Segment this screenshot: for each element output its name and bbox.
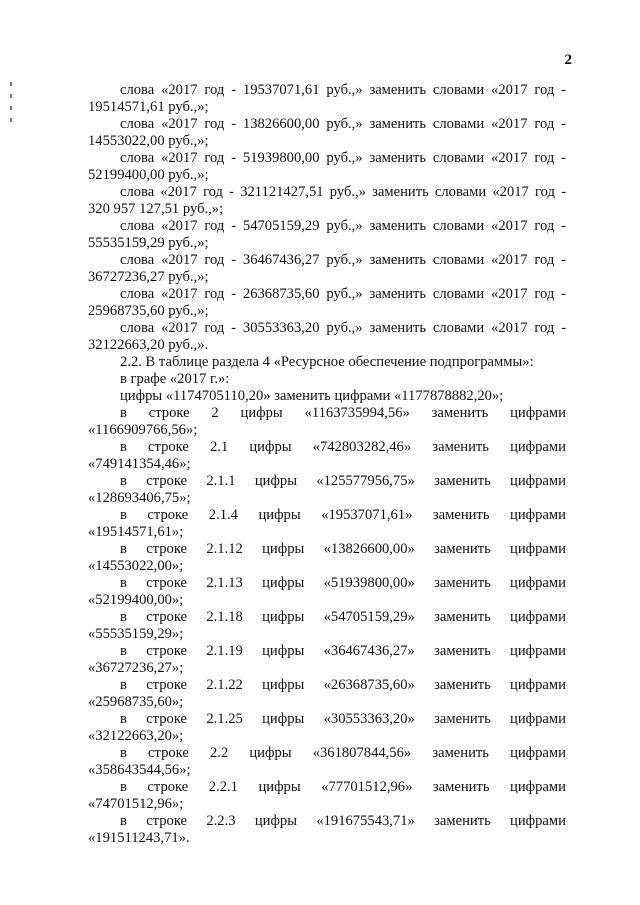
replacement-paragraph: слова «2017 год - 26368735,60 руб.,» заменить словами «2017 год - 25968735,60 руб.,»;	[88, 286, 566, 319]
binding-mark	[10, 94, 12, 98]
new-value: «74701512,96»;	[88, 796, 184, 812]
row-word: строке	[146, 643, 188, 659]
new-value: «749141354,46»;	[88, 456, 191, 472]
row-number: 2.1.13	[206, 575, 243, 591]
replace-word: заменить	[434, 575, 491, 591]
row-prefix: в	[120, 473, 127, 489]
replacement-paragraph: слова «2017 год - 321121427,51 руб.,» заменить словами «2017 год - 320 957 127,51 руб.,»;	[88, 184, 566, 217]
row-replacement	[88, 677, 566, 711]
replace-word: заменить	[434, 677, 491, 693]
replacement-paragraph: слова «2017 год - 36467436,27 руб.,» заменить словами «2017 год - 36727236,27 руб.,»;	[88, 252, 566, 285]
row-number: 2.1.19	[206, 643, 243, 659]
digits-word: цифры	[254, 473, 298, 489]
digits-word: цифры	[254, 813, 298, 829]
old-value: «361807844,56»	[312, 745, 412, 761]
row-prefix: в	[120, 711, 127, 727]
row-replacement-line	[88, 677, 566, 694]
digits-word: цифры	[249, 439, 292, 455]
old-value: «13826600,00»	[323, 541, 415, 557]
total-line: цифры «1174705110,20» заменить цифрами «1177878882,20»;	[120, 388, 504, 404]
row-number: 2.1.22	[206, 677, 243, 693]
with-word: цифрами	[510, 609, 566, 625]
old-value: «191675543,71»	[316, 813, 415, 829]
row-word: строке	[146, 677, 188, 693]
replacement-paragraph: слова «2017 год - 54705159,29 руб.,» заменить словами «2017 год - 55535159,29 руб.,»;	[88, 218, 566, 251]
row-replacement	[88, 711, 566, 745]
row-word: строке	[146, 711, 188, 727]
row-prefix: в	[120, 813, 127, 829]
row-replacement-line	[88, 439, 566, 456]
with-word: цифрами	[510, 677, 566, 693]
replace-word: заменить	[434, 643, 491, 659]
with-word: цифрами	[510, 779, 566, 795]
replace-word: заменить	[432, 439, 489, 455]
row-prefix: в	[120, 677, 127, 693]
row-word: строке	[148, 745, 189, 761]
binding-mark	[10, 82, 12, 86]
row-prefix: в	[120, 609, 127, 625]
digits-word: цифры	[262, 643, 305, 659]
old-value: «125577956,75»	[316, 473, 415, 489]
row-replacement	[88, 439, 566, 473]
row-replacement-line	[88, 643, 566, 660]
row-word: строке	[146, 541, 188, 557]
old-value: «51939800,00»	[323, 575, 415, 591]
row-replacement-line	[88, 711, 566, 728]
old-value: «30553363,20»	[323, 711, 415, 727]
document-body	[88, 82, 566, 847]
row-number: 2.1	[210, 439, 229, 455]
row-replacement	[88, 813, 566, 847]
row-word: строке	[147, 507, 189, 523]
row-prefix: в	[120, 541, 127, 557]
new-value: «128693406,75»;	[88, 490, 191, 506]
new-value: «32122663,20»;	[88, 728, 184, 744]
replacement-paragraph: слова «2017 год - 13826600,00 руб.,» заменить словами «2017 год - 14553022,00 руб.,»;	[88, 116, 566, 149]
replace-word: заменить	[434, 711, 491, 727]
row-replacement	[88, 745, 566, 779]
with-word: цифрами	[510, 813, 566, 829]
with-word: цифрами	[510, 745, 566, 761]
row-prefix: в	[120, 745, 127, 761]
row-prefix: в	[120, 439, 127, 455]
row-number: 2.1.25	[206, 711, 243, 727]
digits-word: цифры	[262, 711, 305, 727]
with-word: цифрами	[510, 473, 566, 489]
with-word: цифрами	[510, 575, 566, 591]
row-prefix: в	[120, 779, 127, 795]
replace-word: заменить	[434, 813, 491, 829]
old-value: «77701512,96»	[321, 779, 413, 795]
digits-word: цифры	[262, 541, 305, 557]
row-number: 2.2.1	[208, 779, 238, 795]
replacement-paragraph: слова «2017 год - 51939800,00 руб.,» заменить словами «2017 год - 52199400,00 руб.,»;	[88, 150, 566, 183]
replace-word: заменить	[431, 405, 489, 421]
with-word: цифрами	[510, 507, 566, 523]
row-replacement	[88, 507, 566, 541]
replace-word: заменить	[434, 541, 491, 557]
new-value: «55535159,29»;	[88, 626, 184, 642]
replace-word: заменить	[432, 779, 490, 795]
row-word: строке	[146, 575, 188, 591]
row-word: строке	[148, 439, 189, 455]
old-value: «26368735,60»	[323, 677, 415, 693]
new-value: «191511243,71».	[88, 830, 190, 846]
old-value: «742803282,46»	[312, 439, 412, 455]
row-replacement	[88, 609, 566, 643]
row-word: строке	[146, 813, 188, 829]
binding-mark	[10, 118, 12, 122]
replace-word: заменить	[432, 745, 489, 761]
digits-word: цифры	[249, 745, 292, 761]
digits-word: цифры	[258, 507, 301, 523]
column-heading: в графе «2017 г.»:	[120, 371, 230, 387]
with-word: цифрами	[510, 643, 566, 659]
with-word: цифрами	[510, 541, 566, 557]
replacement-paragraph: слова «2017 год - 19537071,61 руб.,» заменить словами «2017 год - 19514571,61 руб.,»;	[88, 82, 566, 115]
row-replacement-line	[88, 813, 566, 830]
row-number: 2.1.1	[206, 473, 236, 489]
row-number: 2.1.18	[206, 609, 243, 625]
replace-word: заменить	[434, 473, 491, 489]
digits-word: цифры	[262, 575, 305, 591]
row-prefix: в	[120, 575, 127, 591]
section-heading: 2.2. В таблице раздела 4 «Ресурсное обеспечение подпрограммы»:	[120, 354, 534, 370]
digits-word: цифры	[262, 609, 305, 625]
digits-word: цифры	[258, 779, 301, 795]
new-value: «19514571,61»;	[88, 524, 184, 540]
new-value: «52199400,00»;	[88, 592, 184, 608]
with-word: цифрами	[510, 711, 566, 727]
old-value: «19537071,61»	[321, 507, 413, 523]
row-number: 2.2	[210, 745, 229, 761]
new-value: «358643544,56»;	[88, 762, 191, 778]
row-replacements-list	[88, 405, 566, 847]
row-number: 2.1.4	[208, 507, 238, 523]
row-word: строке	[146, 609, 188, 625]
row-replacement	[88, 575, 566, 609]
digits-word: цифры	[240, 405, 283, 421]
row-replacement-line	[88, 745, 566, 762]
digits-word: цифры	[262, 677, 305, 693]
replace-word: заменить	[434, 609, 491, 625]
with-word: цифрами	[510, 405, 566, 421]
new-value: «1166909766,56»;	[88, 422, 198, 438]
row-replacement-line	[88, 541, 566, 558]
row-prefix: в	[120, 405, 127, 421]
old-value: «36467436,27»	[323, 643, 415, 659]
with-word: цифрами	[510, 439, 566, 455]
new-value: «14553022,00»;	[88, 558, 184, 574]
row-word: строке	[148, 405, 190, 421]
binding-marks	[10, 82, 16, 142]
row-replacement-line	[88, 507, 566, 524]
row-replacement-line	[88, 779, 566, 796]
new-value: «25968735,60»;	[88, 694, 184, 710]
row-replacement	[88, 405, 566, 439]
replace-word: заменить	[432, 507, 490, 523]
row-prefix: в	[120, 643, 127, 659]
row-replacement-line	[88, 575, 566, 592]
replacement-paragraph: слова «2017 год - 30553363,20 руб.,» заменить словами «2017 год - 32122663,20 руб.,».	[88, 320, 566, 353]
old-value: «1163735994,56»	[304, 405, 410, 421]
row-replacement-line	[88, 473, 566, 490]
row-replacement	[88, 541, 566, 575]
row-replacement	[88, 779, 566, 813]
row-number: 2.1.12	[206, 541, 243, 557]
row-number: 2	[211, 405, 219, 421]
row-word: строке	[147, 779, 189, 795]
page-number: 2	[564, 52, 572, 68]
row-number: 2.2.3	[206, 813, 236, 829]
row-word: строке	[146, 473, 188, 489]
row-replacement	[88, 643, 566, 677]
row-prefix: в	[120, 507, 127, 523]
old-value: «54705159,29»	[323, 609, 415, 625]
row-replacement	[88, 473, 566, 507]
new-value: «36727236,27»;	[88, 660, 184, 676]
row-replacement-line	[88, 609, 566, 626]
row-replacement-line	[88, 405, 566, 422]
binding-mark	[10, 106, 12, 110]
